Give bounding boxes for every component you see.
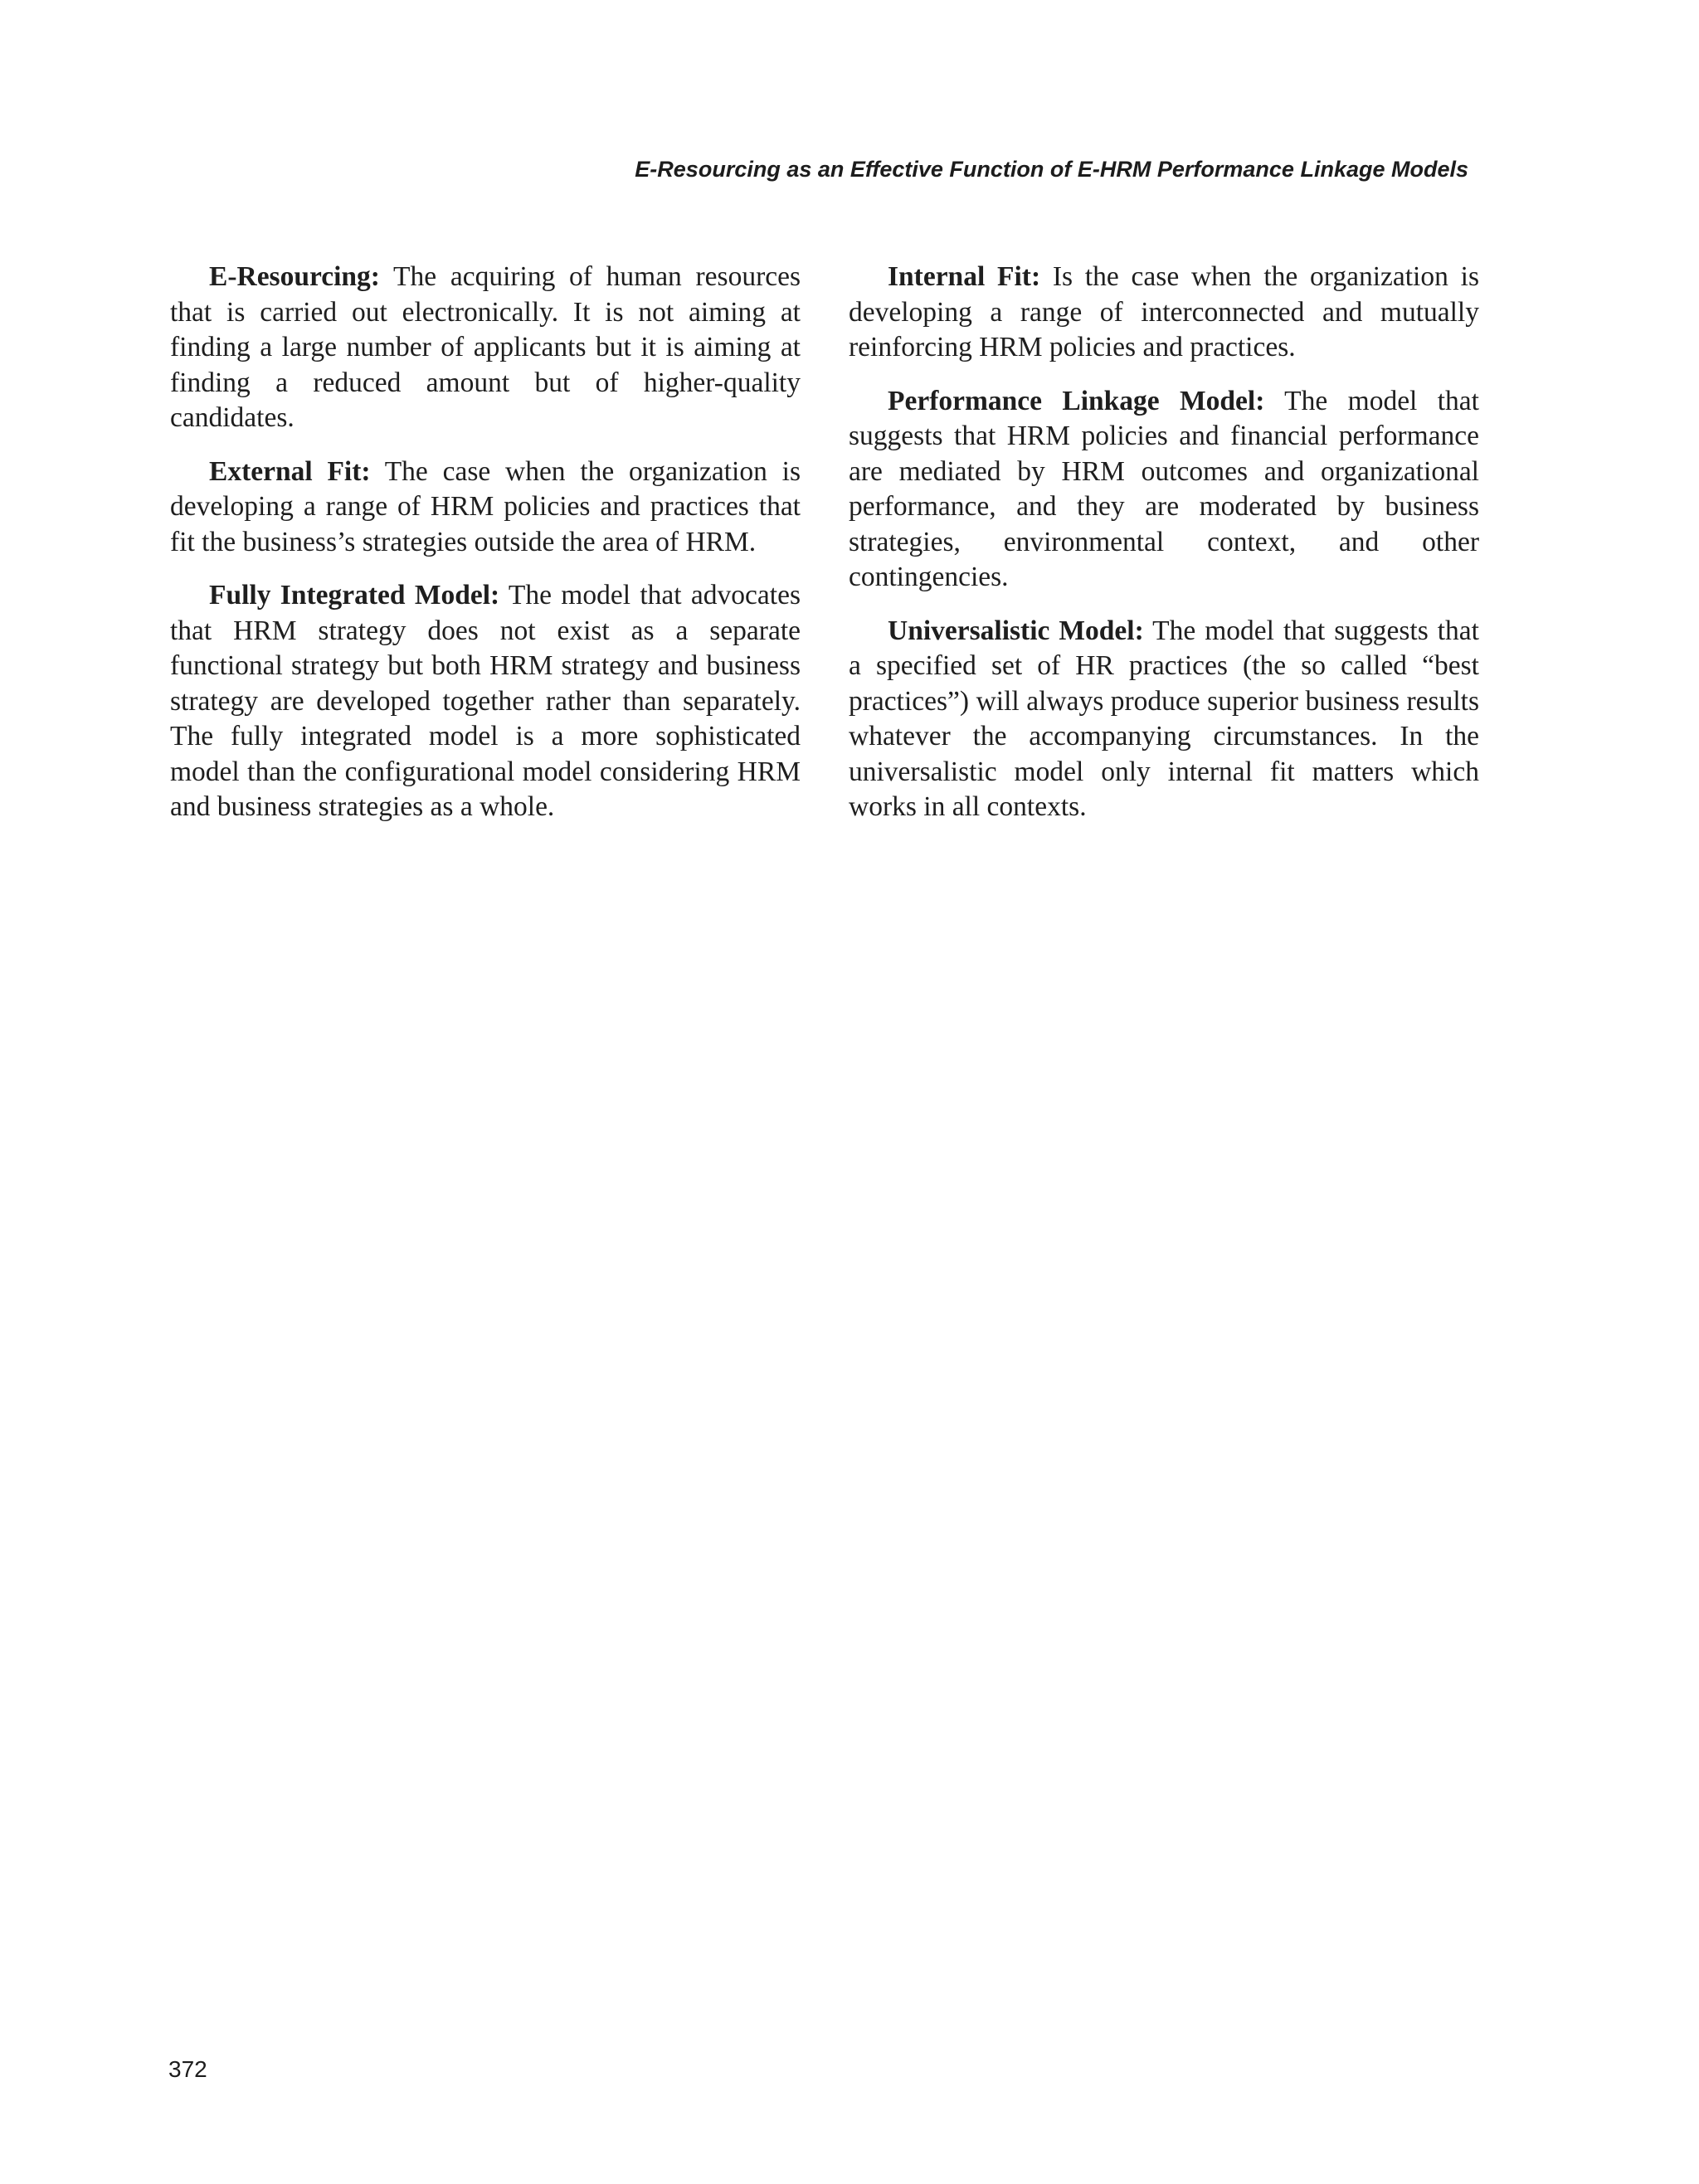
glossary-definition: Is the case when the organization is developing a range of interconnected and mutually reinforcing HRM policies and practices. bbox=[849, 261, 1479, 362]
glossary-entry-external-fit bbox=[170, 455, 801, 561]
glossary-entry-performance-linkage-model bbox=[849, 384, 1479, 596]
glossary-entry-fully-integrated-model bbox=[170, 578, 801, 825]
glossary-definition: The model that suggests that a specified set of HR practices (the so called “best practices”) will always produce superior business results whatever the accompanying circumstances. In the universalistic model only internal fit matters which works in all contexts. bbox=[849, 615, 1479, 822]
page-number: 372 bbox=[168, 2056, 207, 2082]
glossary-definition: The model that suggests that HRM policies and financial performance are mediated by HRM outcomes and organizational performance, and they are moderated by business strategies, environmental context, and other contingencies. bbox=[849, 385, 1479, 592]
glossary-term: External Fit: bbox=[209, 455, 371, 487]
glossary-term: Performance Linkage Model: bbox=[888, 385, 1265, 416]
glossary-entry-universalistic-model bbox=[849, 614, 1479, 825]
glossary-term: Fully Integrated Model: bbox=[209, 580, 500, 610]
glossary-term: E-Resourcing: bbox=[209, 261, 380, 292]
glossary-entry-internal-fit bbox=[849, 260, 1479, 366]
glossary-definition: The acquiring of human resources that is carried out electronically. It is not aiming at finding a large number of applicants but it is aiming at finding a reduced amount but of higher-quality candidates. bbox=[170, 261, 801, 433]
left-column bbox=[170, 260, 801, 844]
glossary-definition: The model that advocates that HRM strategy does not exist as a separate functional strategy but both HRM strategy and business strategy are developed together rather than separately. The fully integrated model is a more sophisticated model than the configurational model considering HRM and business strategies as a whole. bbox=[170, 580, 801, 822]
glossary-term: Internal Fit: bbox=[888, 261, 1041, 292]
glossary-term: Universalistic Model: bbox=[888, 615, 1144, 646]
running-header: E-Resourcing as an Effective Function of E-HRM Performance Linkage Models bbox=[635, 157, 1468, 182]
glossary-definition: The case when the organization is developing a range of HRM policies and practices that fit the business’s strategies outside the area of HRM. bbox=[170, 455, 801, 557]
glossary-entry-e-resourcing bbox=[170, 260, 801, 436]
right-column bbox=[849, 260, 1479, 844]
